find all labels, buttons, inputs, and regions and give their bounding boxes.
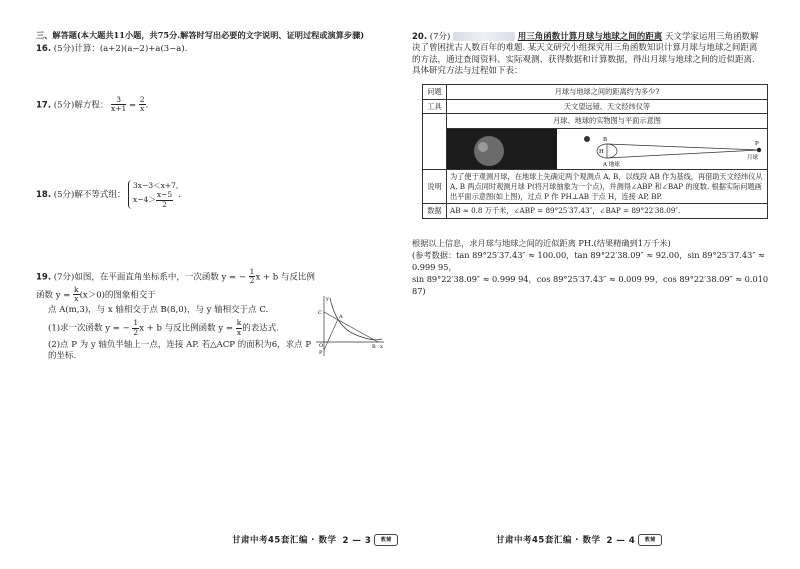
fig-label-a: A 地球 <box>603 162 620 169</box>
q18-line2: x−4＞ $\frac{x-5}{2}$ <box>133 190 173 209</box>
earth-moon-figure <box>447 129 767 169</box>
row-head-question: 问题 <box>423 85 447 100</box>
figure-cell <box>447 129 768 170</box>
footer-title: 甘肃中考45套汇编 · 数学 <box>232 535 337 546</box>
question-20 <box>412 32 764 78</box>
footer-page-number: 2 — 4 <box>606 535 636 546</box>
q17-score: (5分) <box>53 100 75 111</box>
question-18 <box>36 180 376 209</box>
row-head-tools: 工具 <box>423 99 447 114</box>
row-tools-text: 天文望远镜、天文经纬仪等 <box>447 99 768 114</box>
q17-equals: = <box>129 100 137 111</box>
footer-title: 甘肃中考45套汇编 · 数学 <box>496 535 601 546</box>
linear-function-line <box>324 312 378 342</box>
q19-intro: 19. (7分)如图，在平面直角坐标系中，一次函数 y = − $\frac{1}{2}$ x + b 与反比例函数 y = $\frac{k}{x}$ (x＞0)的图象相交于 <box>36 267 315 303</box>
fig-label-moon: 月球 <box>747 155 759 162</box>
question-16 <box>36 44 376 55</box>
q19-part2: (2)点 P 为 y 轴负半轴上一点，连接 AP. 若△ACP 的面积为6，求点 P 的坐标. <box>48 339 312 362</box>
row-data-text: AB ≈ 0.8 万千米，∠ABP = 89°25′37.43″，∠BAP = 89°22′38.09″. <box>447 204 768 219</box>
publisher-logo-icon: 教辅 <box>638 534 662 546</box>
research-table <box>422 84 768 219</box>
small-moon-icon <box>584 136 590 142</box>
earth-moon-diagram <box>447 129 767 169</box>
reference-data-line2: sin 89°22′38.09″ ≈ 0.999 94，cos 89°25′37.43″ ≈ 0.009 99，cos 89°22′38.09″ ≈ 0.010 87) <box>412 273 769 296</box>
q20-intro: 天文学家运用三角函数解决了曾困扰古人数百年的难题. 某天文研究小组探究用三角函数知识计算月球与地球之间距离的方法，通过查阅资料、实际观测、获得数据和计算数据，得出月球与地球之间的近似距离. 具体研究方法与过程如下表： <box>412 32 759 77</box>
row-head-empty <box>423 114 447 170</box>
q16-number: 16. <box>36 44 52 54</box>
fig-label-p: P <box>755 141 759 148</box>
row-head-data: 数据 <box>423 204 447 219</box>
q19-number: 19. <box>36 272 52 283</box>
q18-line1: 3x−3＜x+7, <box>133 181 179 190</box>
row-question-text: 月球与地球之间的距离约为多少? <box>447 85 768 100</box>
q18-end: . <box>178 189 181 200</box>
q18-inequality-system <box>128 180 178 209</box>
line-ap <box>607 150 759 158</box>
row-figure-caption: 月球、地球的实物图与平面示意图 <box>447 114 768 129</box>
q18-score: (5分) <box>53 189 75 200</box>
q16-score: (5分) <box>53 44 75 54</box>
right-footer <box>496 534 662 547</box>
blurred-badge-icon <box>453 32 515 41</box>
table-row <box>423 114 768 129</box>
section-heading: 三、解答题(本大题共11小题，共75分.解答时写出必要的文字说明、证明过程或演算步骤) <box>36 30 365 40</box>
reference-data-line1: (参考数据：tan 89°25′37.43″ ≈ 100.00，tan 89°22′38.09″ ≈ 92.00，sin 89°25′37.43″ ≈ 0.999 95， <box>412 249 765 272</box>
label-o: O <box>319 343 324 349</box>
left-footer <box>232 534 398 547</box>
publisher-logo-icon: 教辅 <box>374 534 398 546</box>
q20-title: 用三角函数计算月球与地球之间的距离 <box>517 32 663 42</box>
q17-rhs-fraction: $\frac{2}{x}$ <box>139 95 145 114</box>
q17-lhs-fraction: $\frac{3}{x+1}$ <box>111 95 127 114</box>
right-page <box>400 0 800 569</box>
q19-coordinate-graph <box>314 294 386 358</box>
row-head-explanation: 说明 <box>423 170 447 204</box>
q18-text: 解不等式组： <box>74 189 126 200</box>
label-a: A <box>339 314 343 320</box>
label-c: C <box>318 310 322 316</box>
q17-number: 17. <box>36 100 52 111</box>
question-17 <box>36 96 376 114</box>
row-explanation-text: 为了便于观测月球，在地球上先确定两个观测点 A, B，以线段 AB 作为基线，再借助天文经纬仪从 A, B 两点同时观测月球 P(将月球抽象为一个点)，并测得∠ABP 和∠BAP 的度数. 根据实际问题画出平面示意图(如上图)，过点 P 作 PH⊥AB 于点 H，连接 AP, BP. <box>447 170 768 204</box>
label-y: y <box>326 296 329 302</box>
segment-ap <box>324 319 338 350</box>
table-row <box>423 129 768 170</box>
q17-end: . <box>145 100 149 111</box>
q20-ask: 根据以上信息，求月球与地球之间的近似距离 PH.(结果精确到1万千米) <box>412 238 671 248</box>
fig-label-b: B <box>603 137 608 144</box>
q18-number: 18. <box>36 189 52 200</box>
q17-text: 解方程： <box>74 100 109 111</box>
label-p: P <box>319 350 323 356</box>
q19-score: (7分) <box>53 272 75 283</box>
q16-text: 计算：(a+2)(a−2)+a(3−a). <box>74 44 188 54</box>
line-bp <box>607 144 759 150</box>
label-x: x <box>380 344 383 350</box>
label-b: B <box>372 344 376 350</box>
table-row <box>423 99 768 114</box>
earth-globe-icon <box>474 136 504 166</box>
table-row <box>423 85 768 100</box>
moon-point-icon <box>757 148 761 152</box>
footer-page-number: 2 — 3 <box>342 535 372 546</box>
q19-intro-line2: 点 A(m,3)，与 x 轴相交于点 B(8,0)，与 y 轴相交于点 C. <box>48 305 269 315</box>
fig-label-h: H <box>599 149 604 156</box>
q19-part1: (1)求一次函数 y = − $\frac{1}{2}$ x + b 与反比例函数 y = $\frac{k}{x}$ 的表达式. <box>48 318 279 337</box>
hyperbola-curve <box>330 298 382 340</box>
earth-highlight <box>478 142 488 152</box>
q20-score: (7分) <box>429 32 451 42</box>
table-row <box>423 204 768 219</box>
q20-question <box>412 238 772 297</box>
q20-number: 20. <box>412 32 428 42</box>
table-row <box>423 170 768 204</box>
question-19 <box>36 268 316 363</box>
